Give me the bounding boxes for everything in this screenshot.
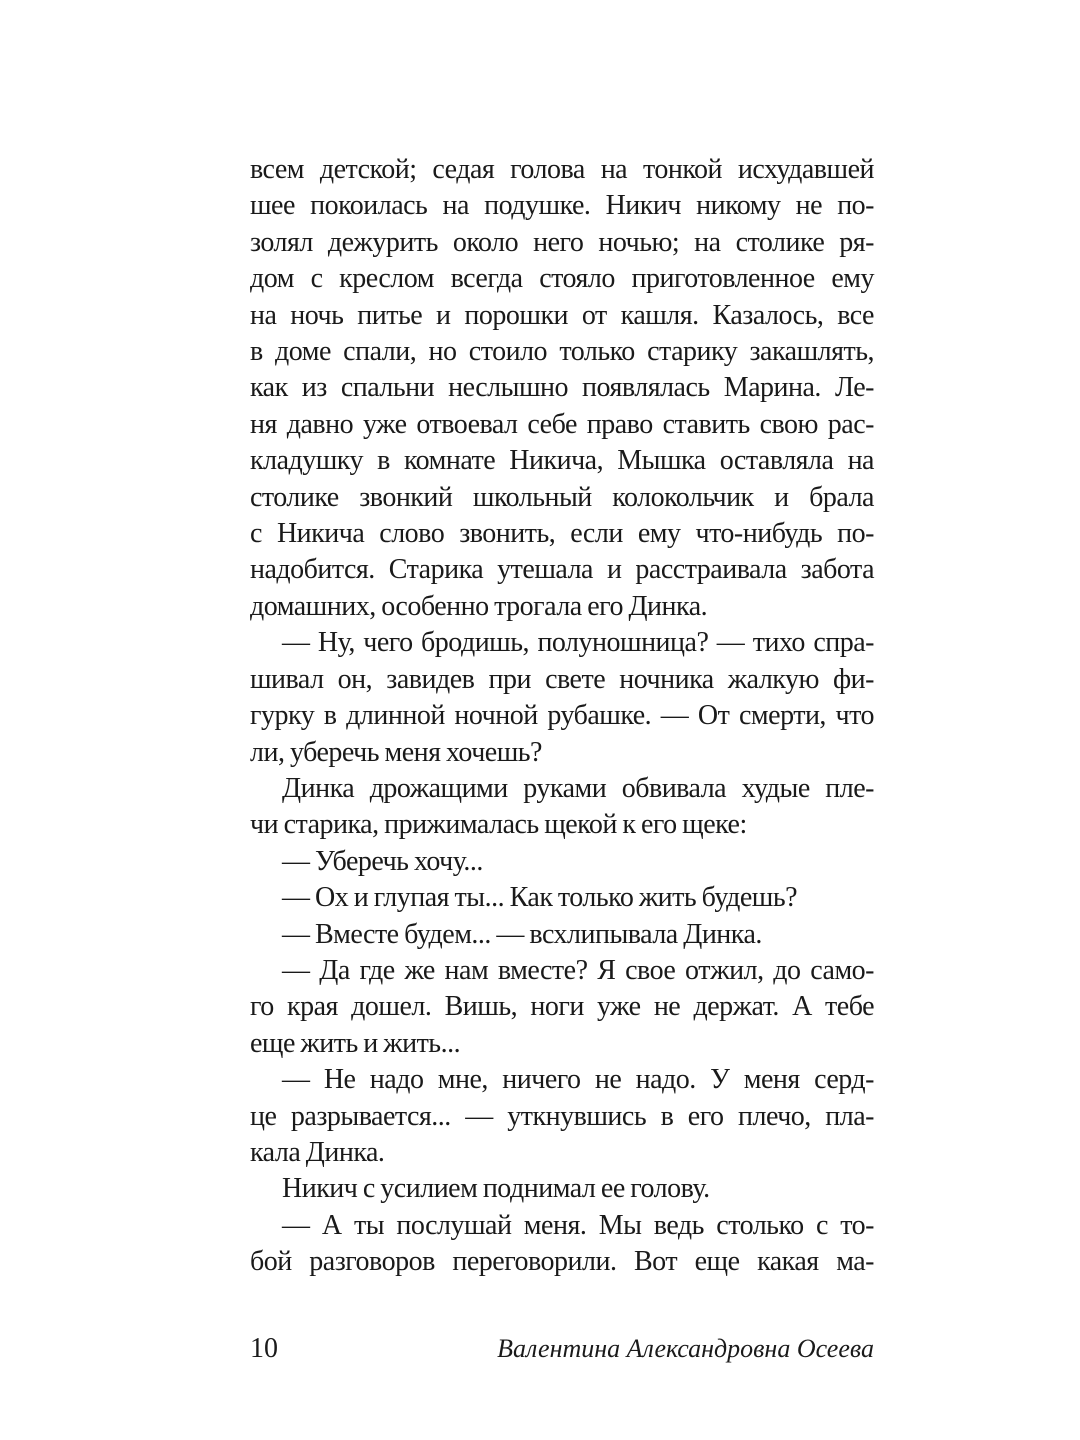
text-line: гурку в длинной ночной рубашке. — От смерти, что <box>250 700 874 732</box>
text-line: шивал он, завидев при свете ночника жалкую фи- <box>250 663 874 695</box>
text-line: Никич с усилием поднимал ее голову. <box>282 1173 710 1205</box>
text-line: надобится. Старика утешала и расстраивала забота <box>250 554 874 586</box>
page-number: 10 <box>250 1332 278 1364</box>
text-line: ня давно уже отвоевал себе право ставить свою рас- <box>250 408 874 440</box>
text-line: чи старика, прижималась щекой к его щеке: <box>250 809 747 841</box>
page-body-text <box>250 0 874 1281</box>
text-line: — Вместе будем... — всхлипывала Динка. <box>282 918 762 950</box>
text-line: ли, уберечь меня хочешь? <box>250 736 542 768</box>
text-line: — Не надо мне, ничего не надо. У меня серд- <box>282 1064 874 1096</box>
text-line: — Да где же нам вместе? Я свое отжил, до само- <box>282 954 874 986</box>
text-line: го края дошел. Вишь, ноги уже не держат. А тебе <box>250 991 874 1023</box>
text-line: в доме спали, но стоило только старику закашлять, <box>250 336 874 368</box>
text-line: кладушку в комнате Никича, Мышка оставляла на <box>250 445 874 477</box>
text-line: домашних, особенно трогала его Динка. <box>250 590 708 622</box>
text-line: еще жить и жить... <box>250 1027 461 1059</box>
text-line: — Уберечь хочу... <box>282 845 483 877</box>
running-footer-author: Валентина Александровна Осеева <box>497 1333 874 1363</box>
text-line: кала Динка. <box>250 1136 385 1168</box>
text-line: столике звонкий школьный колокольчик и брала <box>250 481 874 513</box>
text-line: всем детской; седая голова на тонкой исхудавшей <box>250 154 874 185</box>
text-line: бой разговоров переговорили. Вот еще какая ма- <box>250 1246 874 1278</box>
text-line: как из спальни неслышно появлялась Марина. Ле- <box>250 372 874 404</box>
text-line: — Ну, чего бродишь, полуношница? — тихо спра- <box>282 627 874 659</box>
text-line: на ночь питье и порошки от кашля. Казалось, все <box>250 299 874 331</box>
text-line: це разрывается... — уткнувшись в его плечо, пла- <box>250 1100 874 1132</box>
text-line: с Никича слово звонить, если ему что-нибудь по- <box>250 518 874 550</box>
text-line: Динка дрожащими руками обвивала худые пле- <box>282 772 874 804</box>
text-line: — Ох и глупая ты... Как только жить будешь? <box>282 882 798 914</box>
text-line: золял дежурить около него ночью; на столике ря- <box>250 226 874 258</box>
text-line: шее покоилась на подушке. Никич никому не по- <box>250 190 874 222</box>
text-line: — А ты послушай меня. Мы ведь столько с то- <box>282 1209 874 1241</box>
text-line: дом с креслом всегда стояло приготовленное ему <box>250 263 874 295</box>
page-footer <box>250 1329 874 1369</box>
